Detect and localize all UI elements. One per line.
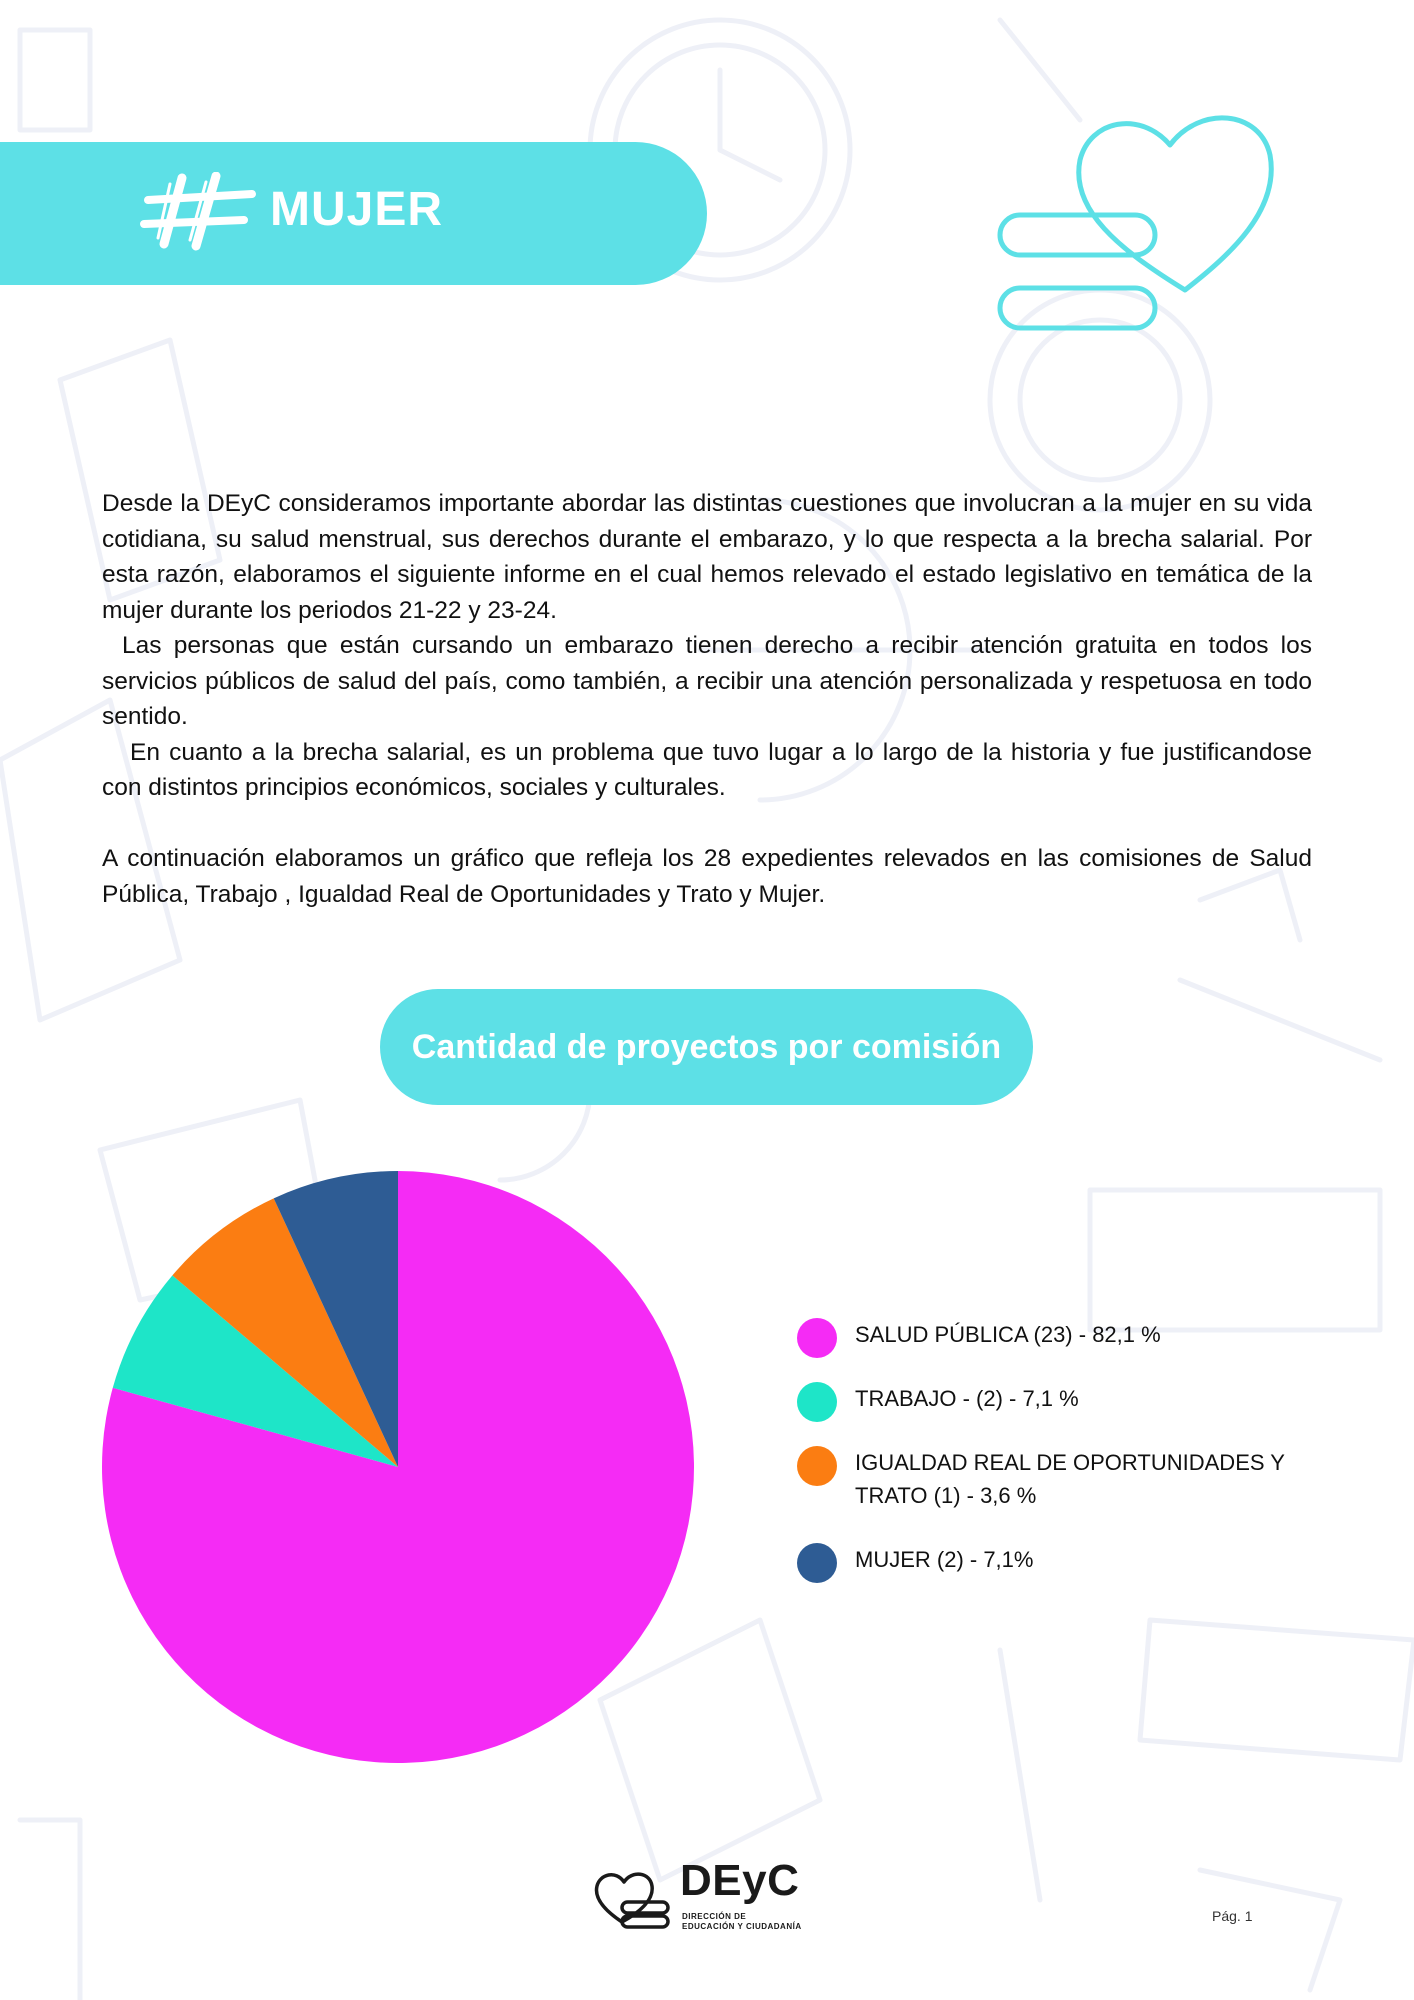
logo-subtitle: DIRECCIÓN DE	[682, 1912, 747, 1921]
legend-item	[795, 1446, 1315, 1512]
legend-swatch	[797, 1382, 837, 1422]
chart-title: Cantidad de proyectos por comisión	[411, 1027, 1002, 1066]
pie-chart	[98, 1167, 698, 1767]
intro-paragraph: Las personas que están cursando un embarazo tienen derecho a recibir atención gratuita en todos los servicios públicos de salud del país, como también, a recibir una atención personalizada y respetuosa en todo sentido.	[102, 632, 1312, 730]
footer-logo	[592, 1856, 832, 1934]
legend-item	[795, 1318, 1315, 1351]
legend-swatch	[797, 1318, 837, 1358]
page-title: MUJER	[270, 183, 444, 236]
chart-legend	[795, 1318, 1315, 1607]
intro-paragraph: A continuación elaboramos un gráfico que refleja los 28 expedientes relevados en las comisiones de Salud Pública, Trabajo , Igualdad Real de Oportunidades y Trato y Mujer.	[102, 845, 1312, 908]
legend-swatch	[797, 1543, 837, 1583]
body-text	[102, 486, 1312, 912]
header-banner	[0, 142, 707, 285]
chart-title-pill	[380, 989, 1033, 1105]
legend-label: IGUALDAD REAL DE OPORTUNIDADES Y TRATO (1) - 3,6 %	[855, 1450, 1285, 1508]
intro-paragraph: Desde la DEyC consideramos importante abordar las distintas cuestiones que involucran a la mujer en su vida cotidiana, su salud menstrual, sus derechos durante el embarazo, y lo que respecta a la brecha salarial. Por esta razón, elaboramos el siguiente informe en el cual hemos relevado el estado legislativo en temática de la mujer durante los periodos 21-22 y 23-24.	[102, 490, 1312, 624]
legend-swatch	[797, 1446, 837, 1486]
page-number: Pág. 1	[1212, 1908, 1253, 1924]
legend-label: SALUD PÚBLICA (23) - 82,1 %	[855, 1322, 1161, 1347]
intro-paragraph: En cuanto a la brecha salarial, es un problema que tuvo lugar a lo largo de la historia y fue justificandose con distintos principios económicos, sociales y culturales.	[102, 738, 1312, 801]
legend-label: MUJER (2) - 7,1%	[855, 1547, 1034, 1572]
legend-label: TRABAJO - (2) - 7,1 %	[855, 1386, 1079, 1411]
legend-item	[795, 1543, 1315, 1576]
logo-wordmark: DEyC	[680, 1856, 800, 1905]
logo-subtitle: EDUCACIÓN Y CIUDADANÍA	[682, 1922, 802, 1931]
heart-logo-icon	[592, 1866, 676, 1930]
hashtag-icon	[140, 172, 260, 252]
legend-item	[795, 1382, 1315, 1415]
heart-emblem-icon	[990, 100, 1300, 340]
